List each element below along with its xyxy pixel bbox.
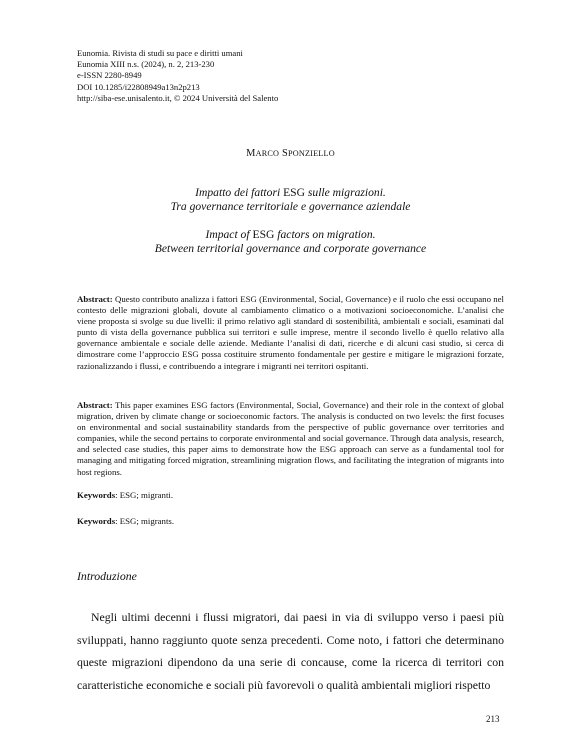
- title-english: [0, 228, 581, 256]
- keywords-english-label: Keywords: [77, 516, 116, 526]
- title-italian: [0, 186, 581, 214]
- page-number: 213: [486, 714, 500, 724]
- title-english-line2: Between territorial governance and corporate governance: [154, 242, 427, 256]
- abstract-italian-label: Abstract:: [77, 294, 113, 304]
- title-italian-part-a: Impatto dei fattori: [195, 186, 284, 199]
- author-last-initial: S: [282, 148, 288, 159]
- title-italian-esg: ESG: [283, 186, 305, 199]
- title-italian-line1: [0, 186, 581, 200]
- author-name: [0, 148, 581, 159]
- body-paragraph: Negli ultimi decenni i flussi migratori, dai paesi in via di sviluppo verso i paesi più sviluppati, hanno raggiunto quote senza precedenti. Come noto, i fattori che determinano queste migrazioni dipendono da una serie di concause, come la ricerca di territori con caratteristiche economiche e sociali più favorevoli o qualità ambientali migliori rispetto: [77, 610, 504, 692]
- abstract-english-text: This paper examines ESG factors (Environmental, Social, Governance) and their role in the context of global migration, driven by climate change or socioeconomic factors. The analysis is conducted on two levels: the first focuses on environmental and social sustainability standards from the perspective of public governance over territories and companies, while the second pertains to corporate environmental and social governance. Through data analysis, research, and selected case studies, this paper aims to demonstrate how the ESG approach can serve as a fundamental tool for managing and mitigating forced migration, streamlining migration flows, and facilitating the integration of migrants into host regions.: [77, 400, 504, 477]
- title-english-esg: ESG: [252, 228, 275, 241]
- title-english-part-a: Impact of: [205, 228, 253, 241]
- keywords-italian-label: Keywords: [77, 490, 116, 500]
- keywords-italian: [77, 490, 173, 501]
- journal-header: [77, 48, 278, 104]
- keywords-english-text: : ESG; migrants.: [115, 516, 175, 526]
- title-english-part-c: factors on migration.: [274, 228, 376, 241]
- abstract-italian: [77, 294, 504, 372]
- title-english-line1: [0, 228, 581, 242]
- title-italian-part-c: sulle migrazioni.: [304, 186, 386, 199]
- header-line-doi: DOI 10.1285/i22808949a13n2p213: [77, 81, 200, 92]
- author-first-rest: ARCO: [255, 149, 280, 158]
- section-title: Introduzione: [77, 569, 137, 583]
- keywords-italian-text: : ESG; migranti.: [115, 490, 174, 500]
- author-last-rest: PONZIELLO: [287, 149, 335, 158]
- title-italian-line2: Tra governance territoriale e governance aziendale: [170, 200, 411, 214]
- abstract-english: [77, 400, 504, 478]
- keywords-english: [77, 516, 174, 527]
- header-line-issn: e-ISSN 2280-8949: [77, 70, 142, 81]
- header-line-issue: Eunomia XIII n.s. (2024), n. 2, 213-230: [77, 59, 215, 70]
- header-line-journal: Eunomia. Rivista di studi su pace e diritti umani: [77, 48, 243, 58]
- author-first-initial: M: [246, 148, 256, 159]
- header-line-url: http://siba-ese.unisalento.it, © 2024 Università del Salento: [77, 92, 279, 103]
- abstract-english-label: Abstract:: [77, 400, 113, 410]
- abstract-italian-text: Questo contributo analizza i fattori ESG (Environmental, Social, Governance) e il ruolo che essi occupano nel contesto delle migrazioni globali, dovute al cambiamento climatico o a motivazioni socioeconomiche. L’analisi che viene proposta si svolge su due livelli: il primo relativo agli standard di sostenibilità, ambientali e sociali, esaminati dal punto di vista della governance pubblica sui territori e sulle imprese, mentre il secondo livello è quello relativo alla governance ambientale e sociale delle aziende. Mediante l’analisi di dati, ricerche e di alcuni casi studio, si cerca di dimostrare come l’approccio ESG possa costituire strumento fondamentale per gestire e mitigare le migrazioni forzate, razionalizzando i flussi, e contribuendo a integrare i migranti nei territori ospitanti.: [77, 294, 504, 371]
